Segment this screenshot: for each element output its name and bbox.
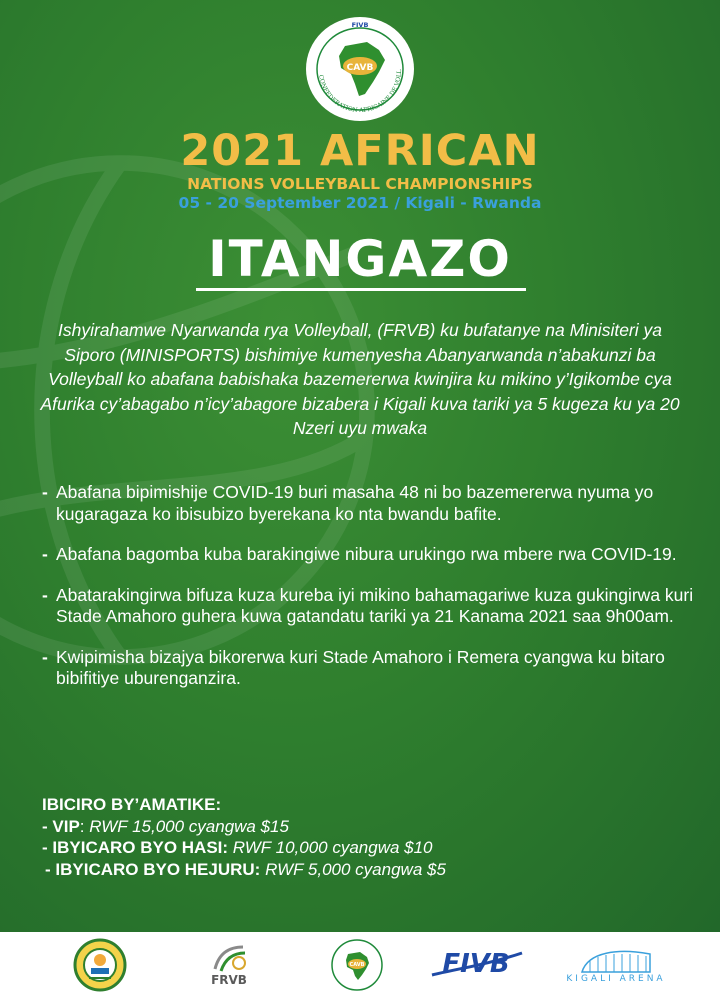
price-label: - VIP	[42, 816, 80, 836]
price-row	[42, 837, 702, 859]
bullet-dash: -	[42, 482, 48, 502]
crest-abbr: CAVB	[346, 63, 374, 73]
price-value: RWF 15,000 cyangwa $15	[89, 816, 289, 836]
bullet-dash: -	[42, 584, 48, 605]
rwanda-emblem-logo	[68, 932, 132, 998]
kigali-arena-text: KIGALI ARENA	[566, 974, 666, 984]
price-sep: :	[79, 816, 90, 836]
list-item	[42, 647, 702, 690]
list-item	[42, 544, 702, 566]
cavb-crest	[305, 16, 415, 122]
bullet-text: Abatarakingirwa bifuza kuza kureba iyi mikino bahamagariwe kuza gukingirwa kuri Stade Amahoro guhera kuwa gatandatu tariki ya 21 Kanama 2021 saa 9h00am.	[56, 584, 694, 626]
frvb-text: FRVB	[211, 973, 247, 987]
cavb-logo-icon	[330, 938, 384, 992]
kigali-arena-icon	[578, 946, 654, 974]
fivb-logo	[424, 932, 528, 998]
bullet-text: Abafana bagomba kuba barakingiwe nibura urukingo rwa mbere rwa COVID-19.	[56, 544, 677, 564]
price-row	[42, 816, 702, 838]
price-label: - IBYICARO BYO HASI:	[42, 838, 229, 857]
rules-list	[42, 482, 702, 709]
price-row	[42, 859, 702, 881]
price-value: RWF 5,000 cyangwa $5	[265, 859, 446, 879]
crest-ring-text: CONFEDERATION AFRICAINE DE VOLL	[317, 69, 404, 115]
prices-heading: IBICIRO BY’AMATIKE:	[42, 795, 222, 814]
title-main: 2021 AFRICAN	[180, 126, 540, 176]
cavb-crest-icon	[305, 16, 415, 122]
sponsor-footer	[0, 932, 720, 998]
intro-paragraph: Ishyirahamwe Nyarwanda rya Volleyball, (FRVB) ku bufatanye na Minisiteri ya Siporo (MINISPORTS) bishimiye kumenyesha Abanyarwanda n’abakunzi ba Volleyball ko abafana babishaka bazemererwa kwinjira ku mikino y’Igikombe cya Afurika cy’abagabo n’icy’abagore bizabera i Kigali kuva tariki ya 5 kugeza ku ya 20 Nzeri uyu mwaka	[40, 320, 680, 438]
event-date-location: 05 - 20 September 2021 / Kigali - Rwanda	[178, 194, 542, 212]
title-sub: NATIONS VOLLEYBALL CHAMPIONSHIPS	[187, 175, 533, 193]
frvb-logo-icon	[209, 943, 249, 973]
bullet-dash: -	[42, 646, 48, 667]
crest-fivb-text: FIVB	[351, 21, 369, 29]
list-item	[42, 585, 702, 628]
frvb-logo	[198, 932, 260, 998]
list-item	[42, 482, 702, 525]
bullet-text: Abafana bipimishije COVID-19 buri masaha 48 ni bo bazemererwa nyuma yo kugaragaza ko ibisubizo byerekana ko nta bwandu bafite.	[56, 482, 654, 524]
cavb-logo-text: CAVB	[349, 962, 365, 968]
bullet-text: Kwipimisha bizajya bikorerwa kuri Stade Amahoro i Remera cyangwa ku bitaro bibifitiye uburenganzira.	[56, 646, 665, 688]
headline: ITANGAZO	[208, 230, 512, 288]
bullet-dash: -	[42, 544, 48, 564]
cavb-logo	[326, 932, 388, 998]
price-value: RWF 10,000 cyangwa $10	[232, 838, 433, 857]
ticket-prices	[42, 794, 702, 880]
rwanda-emblem-icon	[73, 938, 127, 992]
fivb-logo-icon	[426, 945, 526, 985]
price-label: - IBYICARO BYO HEJURU:	[45, 859, 261, 879]
headline-underline	[196, 288, 526, 291]
kigali-arena-logo	[566, 932, 666, 998]
fivb-logo-text: FIVB	[442, 949, 510, 979]
